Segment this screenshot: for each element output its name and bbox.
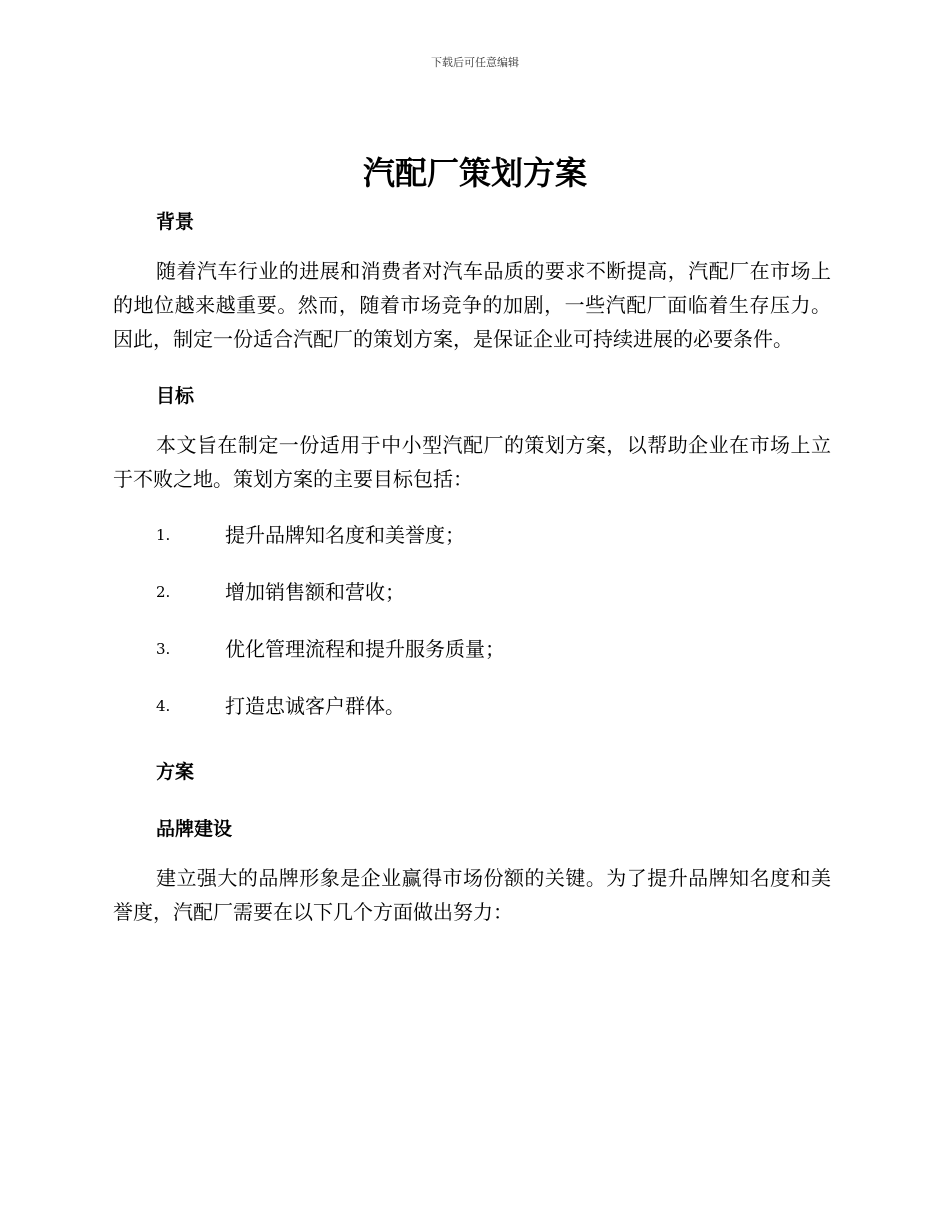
list-item-number: 1.: [156, 526, 171, 544]
list-item: [113, 632, 831, 689]
header-note: 下载后可任意编辑: [431, 56, 519, 69]
background-paragraph: 随着汽车行业的进展和消费者对汽车品质的要求不断提高，汽配厂在市场上的地位越来越重要。然而，随着市场竞争的加剧，一些汽配厂面临着生存压力。因此，制定一份适合汽配厂的策划方案，是保证企业可持续进展的必要条件。: [113, 259, 831, 351]
list-item: [113, 575, 831, 632]
brand-paragraph: 建立强大的品牌形象是企业赢得市场份额的关键。为了提升品牌知名度和美誉度，汽配厂需要在以下几个方面做出努力：: [113, 866, 831, 924]
list-item-number: 3.: [156, 640, 171, 658]
section-heading-background: 背景: [156, 211, 195, 233]
document-body: [113, 196, 831, 929]
goals-paragraph: 本文旨在制定一份适用于中小型汽配厂的策划方案，以帮助企业在市场上立于不败之地。策划方案的主要目标包括：: [113, 433, 831, 491]
section-heading-plan: 方案: [156, 761, 195, 783]
list-item-text: 提升品牌知名度和美誉度；: [225, 523, 465, 547]
list-item-text: 优化管理流程和提升服务质量；: [225, 637, 505, 661]
list-item-text: 增加销售额和营收；: [225, 580, 405, 604]
list-item-text: 打造忠诚客户群体。: [225, 694, 405, 718]
list-item: [113, 689, 831, 746]
goals-list: [113, 518, 831, 746]
document-title: 汽配厂策划方案: [362, 154, 587, 192]
list-item-number: 4.: [156, 697, 171, 715]
section-heading-goals: 目标: [156, 385, 195, 407]
list-item: [113, 518, 831, 575]
section-heading-brand: 品牌建设: [156, 818, 233, 840]
list-item-number: 2.: [156, 583, 171, 601]
